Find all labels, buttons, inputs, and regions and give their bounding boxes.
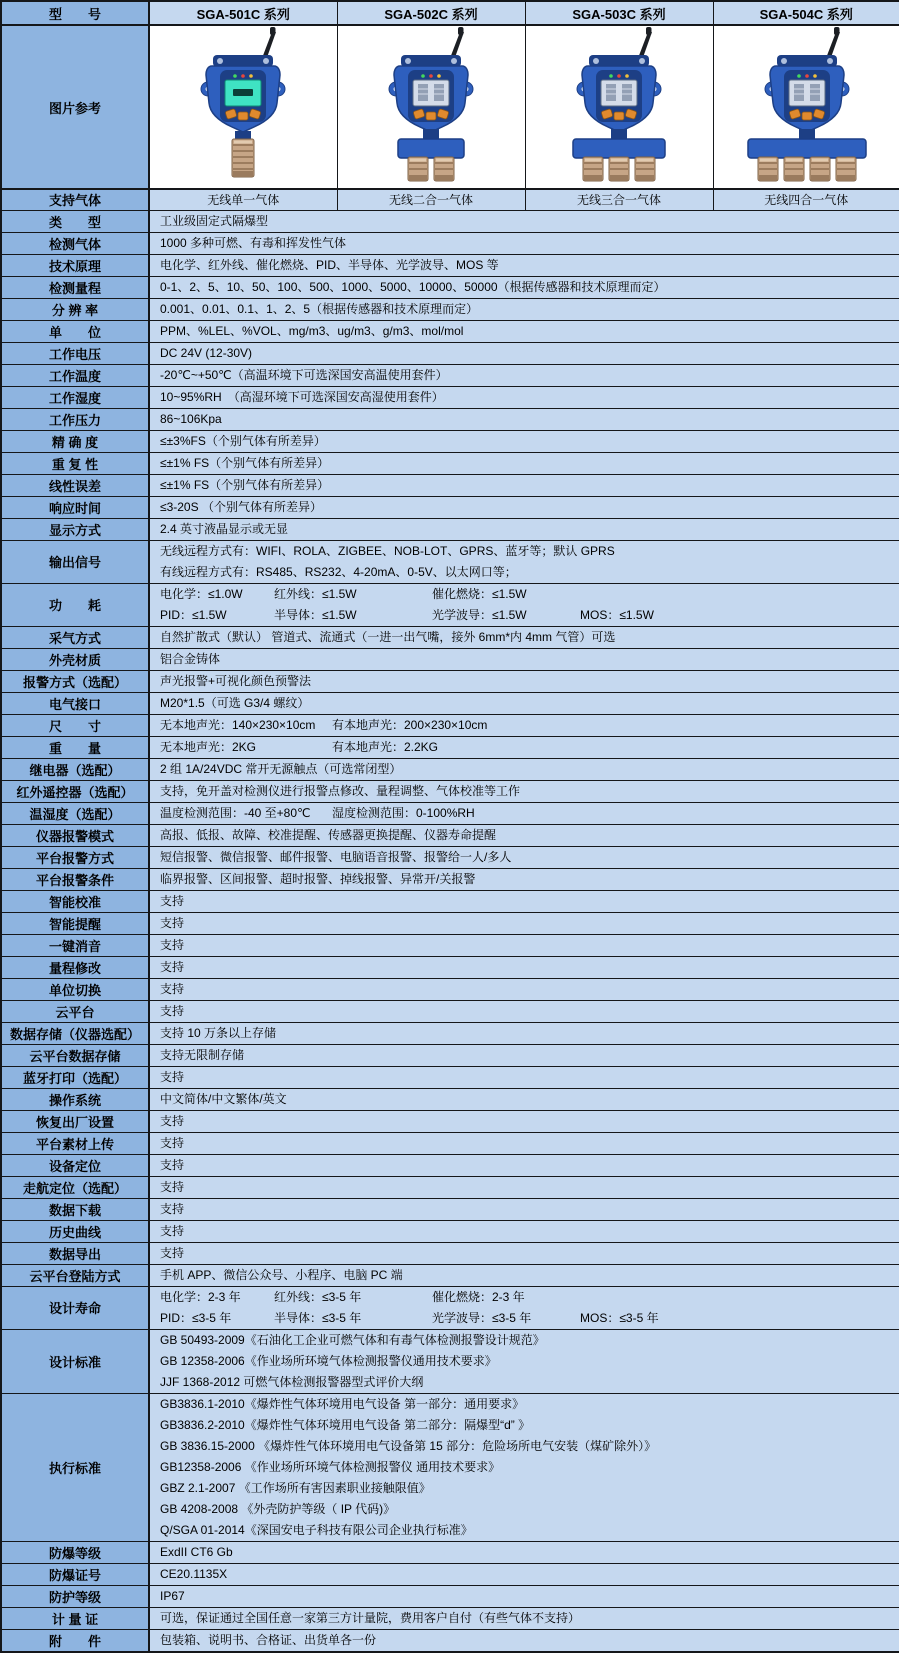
device-image-cell [337, 25, 525, 189]
spec-value [149, 1585, 899, 1607]
spec-value [149, 978, 899, 1000]
spec-value [149, 736, 899, 758]
spec-value-text: 支持，免开盖对检测仪进行报警点修改、量程调整、气体校准等工作 [160, 781, 893, 802]
spec-value [149, 1022, 899, 1044]
spec-value [149, 583, 899, 626]
spec-value-segment: 半导体：≤3-5 年 [274, 1308, 432, 1329]
spec-value-line [160, 1308, 893, 1329]
spec-value [149, 714, 899, 736]
spec-row [1, 912, 899, 934]
spec-value-segment: 红外线：≤1.5W [274, 584, 432, 605]
spec-value [149, 1264, 899, 1286]
spec-row [1, 210, 899, 232]
spec-row [1, 846, 899, 868]
gas-detector-image-sga-502c [338, 26, 524, 183]
spec-value-text: 手机 APP、微信公众号、小程序、电脑 PC 端 [160, 1265, 893, 1286]
spec-label: 量程修改 [1, 956, 149, 978]
spec-label: 历史曲线 [1, 1220, 149, 1242]
spec-label: 精 确 度 [1, 430, 149, 452]
spec-value-line: 无线远程方式有：WIFI、ROLA、ZIGBEE、NOB-LOT、GPRS、蓝牙等；默认 GPRS [160, 541, 893, 562]
spec-row [1, 1088, 899, 1110]
spec-value [149, 692, 899, 714]
spec-value [149, 540, 899, 583]
spec-value [149, 1329, 899, 1393]
spec-value [149, 254, 899, 276]
spec-value [149, 648, 899, 670]
spec-value [149, 496, 899, 518]
spec-row [1, 430, 899, 452]
spec-value [149, 430, 899, 452]
spec-value-text: 自然扩散式（默认） 管道式、流通式（一进一出气嘴，接外 6mm*内 4mm 气管）可选 [160, 627, 893, 648]
spec-label: 附 件 [1, 1629, 149, 1652]
spec-value-segment: 电化学：2-3 年 [160, 1287, 274, 1308]
spec-label: 平台报警方式 [1, 846, 149, 868]
device-image-cell [525, 25, 713, 189]
spec-label: 响应时间 [1, 496, 149, 518]
gas-detector-image-sga-501c [150, 26, 336, 183]
spec-value-text: 电化学、红外线、催化燃烧、PID、半导体、光学波导、MOS 等 [160, 255, 893, 276]
spec-header-row [1, 1, 899, 25]
spec-value-text: M20*1.5（可选 G3/4 螺纹） [160, 693, 893, 714]
spec-value-text: 支持 [160, 1133, 893, 1154]
spec-value-text: 声光报警+可视化颜色预警法 [160, 671, 893, 692]
spec-label: 云平台登陆方式 [1, 1264, 149, 1286]
spec-row [1, 298, 899, 320]
spec-value [149, 298, 899, 320]
spec-value-segment: 红外线：≤3-5 年 [274, 1287, 432, 1308]
spec-row [1, 824, 899, 846]
spec-label: 支持气体 [1, 189, 149, 210]
spec-value-segment: 半导体：≤1.5W [274, 605, 432, 626]
spec-value [149, 802, 899, 824]
spec-value [149, 320, 899, 342]
spec-value [149, 1110, 899, 1132]
spec-value [149, 1629, 899, 1652]
spec-row [1, 956, 899, 978]
spec-value-text: 支持 [160, 1111, 893, 1132]
spec-value-segment: MOS：≤1.5W [580, 605, 654, 626]
spec-value-segment: 电化学：≤1.0W [160, 584, 274, 605]
spec-label: 云平台数据存储 [1, 1044, 149, 1066]
spec-value-segment: PID：≤3-5 年 [160, 1308, 274, 1329]
spec-value-line: GBZ 2.1-2007 《工作场所有害因素职业接触限值》 [160, 1478, 893, 1499]
spec-value-text: PPM、%LEL、%VOL、mg/m3、ug/m3、g/m3、mol/mol [160, 321, 893, 342]
supported-gas-value: 无线二合一气体 [337, 189, 525, 210]
spec-row [1, 692, 899, 714]
spec-row [1, 758, 899, 780]
spec-label: 工作温度 [1, 364, 149, 386]
spec-value-text: 支持 [160, 1177, 893, 1198]
spec-value [149, 890, 899, 912]
spec-value-text: 10~95%RH （高湿环境下可选深国安高湿使用套件） [160, 387, 893, 408]
spec-value-line: GB 12358-2006《作业场所环境气体检测报警仪通用技术要求》 [160, 1351, 893, 1372]
spec-row [1, 1132, 899, 1154]
spec-value-text: ≤±3%FS（个别气体有所差异） [160, 431, 893, 452]
spec-value-text: 支持 [160, 1221, 893, 1242]
spec-value-line: 有线远程方式有：RS485、RS232、4-20mA、0-5V、以太网口等； [160, 562, 893, 583]
gas-detector-image-sga-503c [526, 26, 712, 183]
spec-value-text: 1000 多种可燃、有毒和挥发性气体 [160, 233, 893, 254]
spec-value-text: 86~106Kpa [160, 409, 893, 430]
spec-value-text: 支持 [160, 891, 893, 912]
spec-row [1, 474, 899, 496]
spec-value-segment: 温度检测范围：-40 至+80℃ [160, 803, 332, 824]
spec-label: 蓝牙打印（选配） [1, 1066, 149, 1088]
spec-value [149, 342, 899, 364]
spec-label: 云平台 [1, 1000, 149, 1022]
spec-value-line: GB 50493-2009《石油化工企业可燃气体和有毒气体检测报警设计规范》 [160, 1330, 893, 1351]
spec-row [1, 1198, 899, 1220]
spec-label: 一键消音 [1, 934, 149, 956]
spec-row [1, 452, 899, 474]
spec-row [1, 736, 899, 758]
spec-row [1, 518, 899, 540]
spec-label: 计 量 证 [1, 1607, 149, 1629]
spec-row [1, 1242, 899, 1264]
spec-row [1, 583, 899, 626]
spec-value [149, 1154, 899, 1176]
spec-value [149, 1242, 899, 1264]
spec-row [1, 802, 899, 824]
spec-value-text: 中文简体/中文繁体/英文 [160, 1089, 893, 1110]
spec-label: 智能提醒 [1, 912, 149, 934]
spec-value [149, 912, 899, 934]
spec-value [149, 956, 899, 978]
spec-label: 平台报警条件 [1, 868, 149, 890]
spec-row [1, 1629, 899, 1652]
spec-row [1, 1044, 899, 1066]
spec-row [1, 670, 899, 692]
spec-value-line [160, 584, 893, 605]
spec-value-text: ExdII CT6 Gb [160, 1542, 893, 1563]
spec-row [1, 868, 899, 890]
spec-label: 分 辨 率 [1, 298, 149, 320]
spec-row [1, 1286, 899, 1329]
spec-label: 重 复 性 [1, 452, 149, 474]
spec-value-text: 支持 [160, 1067, 893, 1088]
spec-value-segment: PID：≤1.5W [160, 605, 274, 626]
spec-value-text: CE20.1135X [160, 1564, 893, 1585]
spec-value-text: 铝合金铸体 [160, 649, 893, 670]
spec-label: 防护等级 [1, 1585, 149, 1607]
spec-row [1, 1176, 899, 1198]
spec-label: 检测量程 [1, 276, 149, 298]
spec-row [1, 342, 899, 364]
spec-row [1, 496, 899, 518]
spec-value-text: 支持 [160, 979, 893, 1000]
spec-value-text: 支持 [160, 1243, 893, 1264]
spec-value [149, 1088, 899, 1110]
spec-row [1, 934, 899, 956]
spec-row [1, 276, 899, 298]
spec-row [1, 1264, 899, 1286]
spec-label: 外壳材质 [1, 648, 149, 670]
spec-label: 线性误差 [1, 474, 149, 496]
spec-value [149, 1541, 899, 1563]
spec-value-text: 0-1、2、5、10、50、100、500、1000、5000、10000、50000（根据传感器和技术原理而定） [160, 277, 893, 298]
spec-row [1, 648, 899, 670]
spec-value-line [160, 737, 893, 758]
spec-label: 执行标准 [1, 1393, 149, 1541]
spec-value-segment: 光学波导：≤1.5W [432, 605, 580, 626]
spec-value-line: GB3836.1-2010《爆炸性气体环境用电气设备 第一部分：通用要求》 [160, 1394, 893, 1415]
spec-label: 显示方式 [1, 518, 149, 540]
model-header: SGA-504C 系列 [713, 1, 899, 25]
spec-row [1, 626, 899, 648]
spec-value [149, 1198, 899, 1220]
spec-value [149, 364, 899, 386]
spec-value-text: 短信报警、微信报警、邮件报警、电脑语音报警、报警给一人/多人 [160, 847, 893, 868]
spec-value [149, 1000, 899, 1022]
spec-row [1, 1154, 899, 1176]
device-image-cell [149, 25, 337, 189]
spec-value [149, 210, 899, 232]
spec-row [1, 540, 899, 583]
spec-value-segment: 湿度检测范围：0-100%RH [332, 803, 475, 824]
spec-value [149, 1286, 899, 1329]
spec-row [1, 1220, 899, 1242]
spec-value-text: ≤3-20S （个别气体有所差异） [160, 497, 893, 518]
spec-value-text: DC 24V (12-30V) [160, 343, 893, 364]
spec-label: 技术原理 [1, 254, 149, 276]
spec-value-segment: 催化燃烧：≤1.5W [432, 584, 580, 605]
model-header: SGA-502C 系列 [337, 1, 525, 25]
spec-label: 数据存储（仪器选配） [1, 1022, 149, 1044]
spec-value-text: 2 组 1A/24VDC 常开无源触点（可选常闭型） [160, 759, 893, 780]
spec-value [149, 1132, 899, 1154]
spec-label: 走航定位（选配） [1, 1176, 149, 1198]
supported-gas-row [1, 189, 899, 210]
spec-row [1, 780, 899, 802]
spec-value-line [160, 803, 893, 824]
spec-label: 尺 寸 [1, 714, 149, 736]
spec-value-line: GB 3836.15-2000 《爆炸性气体环境用电气设备第 15 部分：危险场所电气安装（煤矿除外）》 [160, 1436, 893, 1457]
spec-value-text: 支持 [160, 1155, 893, 1176]
spec-row [1, 254, 899, 276]
gas-detector-image-sga-504c [714, 26, 899, 183]
spec-label: 智能校准 [1, 890, 149, 912]
spec-label: 继电器（选配） [1, 758, 149, 780]
spec-value [149, 408, 899, 430]
spec-row [1, 408, 899, 430]
device-image-row [1, 25, 899, 189]
spec-value-text: 支持 10 万条以上存储 [160, 1023, 893, 1044]
spec-row [1, 1110, 899, 1132]
spec-label: 单 位 [1, 320, 149, 342]
device-image-cell [713, 25, 899, 189]
supported-gas-value: 无线单一气体 [149, 189, 337, 210]
spec-value [149, 934, 899, 956]
spec-value [149, 1563, 899, 1585]
spec-label: 数据导出 [1, 1242, 149, 1264]
spec-value [149, 824, 899, 846]
spec-value [149, 276, 899, 298]
spec-label: 操作系统 [1, 1088, 149, 1110]
spec-value-line: GB 4208-2008 《外壳防护等级（ IP 代码)》 [160, 1499, 893, 1520]
spec-value-segment: 无本地声光：2KG [160, 737, 332, 758]
spec-value-text: 支持 [160, 957, 893, 978]
spec-value-line: GB12358-2006 《作业场所环境气体检测报警仪 通用技术要求》 [160, 1457, 893, 1478]
spec-value [149, 1066, 899, 1088]
spec-label: 防爆等级 [1, 1541, 149, 1563]
spec-row [1, 232, 899, 254]
spec-value [149, 868, 899, 890]
spec-row [1, 714, 899, 736]
spec-value-text: ≤±1% FS（个别气体有所差异） [160, 453, 893, 474]
spec-label: 恢复出厂设置 [1, 1110, 149, 1132]
spec-value-line: JJF 1368-2012 可燃气体检测报警器型式评价大纲 [160, 1372, 893, 1393]
spec-label: 重 量 [1, 736, 149, 758]
spec-label: 温湿度（选配） [1, 802, 149, 824]
spec-label: 工作电压 [1, 342, 149, 364]
spec-value-text: 支持 [160, 935, 893, 956]
spec-value-segment: 光学波导：≤3-5 年 [432, 1308, 580, 1329]
spec-row [1, 1000, 899, 1022]
spec-row [1, 320, 899, 342]
spec-label: 数据下载 [1, 1198, 149, 1220]
spec-value-text: 支持 [160, 1199, 893, 1220]
spec-value-text: 工业级固定式隔爆型 [160, 211, 893, 232]
spec-value-text: 支持 [160, 1001, 893, 1022]
supported-gas-value: 无线四合一气体 [713, 189, 899, 210]
spec-value-segment: 有本地声光：2.2KG [332, 737, 438, 758]
spec-value [149, 758, 899, 780]
spec-label: 工作湿度 [1, 386, 149, 408]
image-row-label: 图片参考 [1, 25, 149, 189]
spec-value-text: 2.4 英寸液晶显示或无显 [160, 519, 893, 540]
spec-value-segment: 无本地声光：140×230×10cm [160, 715, 332, 736]
spec-label: 单位切换 [1, 978, 149, 1000]
spec-value-text: 高报、低报、故障、校准提醒、传感器更换提醒、仪器寿命提醒 [160, 825, 893, 846]
spec-value-text: 包装箱、说明书、合格证、出货单各一份 [160, 1630, 893, 1651]
spec-label: 设计标准 [1, 1329, 149, 1393]
spec-value [149, 474, 899, 496]
spec-value-text: -20℃~+50℃（高温环境下可选深国安高温使用套件） [160, 365, 893, 386]
spec-label: 防爆证号 [1, 1563, 149, 1585]
spec-label: 设备定位 [1, 1154, 149, 1176]
spec-value-line [160, 1287, 893, 1308]
spec-label: 检测气体 [1, 232, 149, 254]
spec-label: 平台素材上传 [1, 1132, 149, 1154]
spec-value-text: ≤±1% FS（个别气体有所差异） [160, 475, 893, 496]
model-header: SGA-503C 系列 [525, 1, 713, 25]
spec-value [149, 1220, 899, 1242]
spec-value [149, 780, 899, 802]
spec-row [1, 1541, 899, 1563]
spec-value-segment: MOS：≤3-5 年 [580, 1308, 659, 1329]
spec-row [1, 1066, 899, 1088]
spec-label: 类 型 [1, 210, 149, 232]
spec-row [1, 1329, 899, 1393]
model-row-label: 型 号 [1, 1, 149, 25]
spec-value [149, 670, 899, 692]
spec-value-text: 支持 [160, 913, 893, 934]
spec-label: 红外遥控器（选配） [1, 780, 149, 802]
spec-value-text: 可选，保证通过全国任意一家第三方计量院，费用客户自付（有些气体不支持） [160, 1608, 893, 1629]
spec-value-segment: 有本地声光：200×230×10cm [332, 715, 487, 736]
spec-value [149, 626, 899, 648]
spec-value-line [160, 715, 893, 736]
spec-label: 采气方式 [1, 626, 149, 648]
spec-value [149, 386, 899, 408]
spec-value-line: GB3836.2-2010《爆炸性气体环境用电气设备 第二部分：隔爆型“d” 》 [160, 1415, 893, 1436]
spec-value [149, 1044, 899, 1066]
spec-label: 功 耗 [1, 583, 149, 626]
spec-value-text: 临界报警、区间报警、超时报警、掉线报警、异常开/关报警 [160, 869, 893, 890]
spec-value-text: IP67 [160, 1586, 893, 1607]
spec-value [149, 452, 899, 474]
spec-value [149, 1176, 899, 1198]
spec-value [149, 232, 899, 254]
spec-row [1, 890, 899, 912]
spec-row [1, 1563, 899, 1585]
spec-row [1, 1393, 899, 1541]
spec-label: 仪器报警模式 [1, 824, 149, 846]
spec-label: 工作压力 [1, 408, 149, 430]
spec-value-segment: 催化燃烧：2-3 年 [432, 1287, 580, 1308]
spec-value-line: Q/SGA 01-2014《深国安电子科技有限公司企业执行标准》 [160, 1520, 893, 1541]
spec-row [1, 386, 899, 408]
spec-label: 输出信号 [1, 540, 149, 583]
spec-row [1, 364, 899, 386]
spec-value-text: 0.001、0.01、0.1、1、2、5（根据传感器和技术原理而定） [160, 299, 893, 320]
supported-gas-value: 无线三合一气体 [525, 189, 713, 210]
spec-row [1, 1022, 899, 1044]
spec-value-line [160, 605, 893, 626]
spec-row [1, 978, 899, 1000]
spec-value [149, 846, 899, 868]
spec-label: 设计寿命 [1, 1286, 149, 1329]
spec-label: 电气接口 [1, 692, 149, 714]
spec-value [149, 518, 899, 540]
model-header: SGA-501C 系列 [149, 1, 337, 25]
spec-value [149, 1393, 899, 1541]
spec-label: 报警方式（选配） [1, 670, 149, 692]
spec-value-text: 支持无限制存储 [160, 1045, 893, 1066]
spec-row [1, 1585, 899, 1607]
